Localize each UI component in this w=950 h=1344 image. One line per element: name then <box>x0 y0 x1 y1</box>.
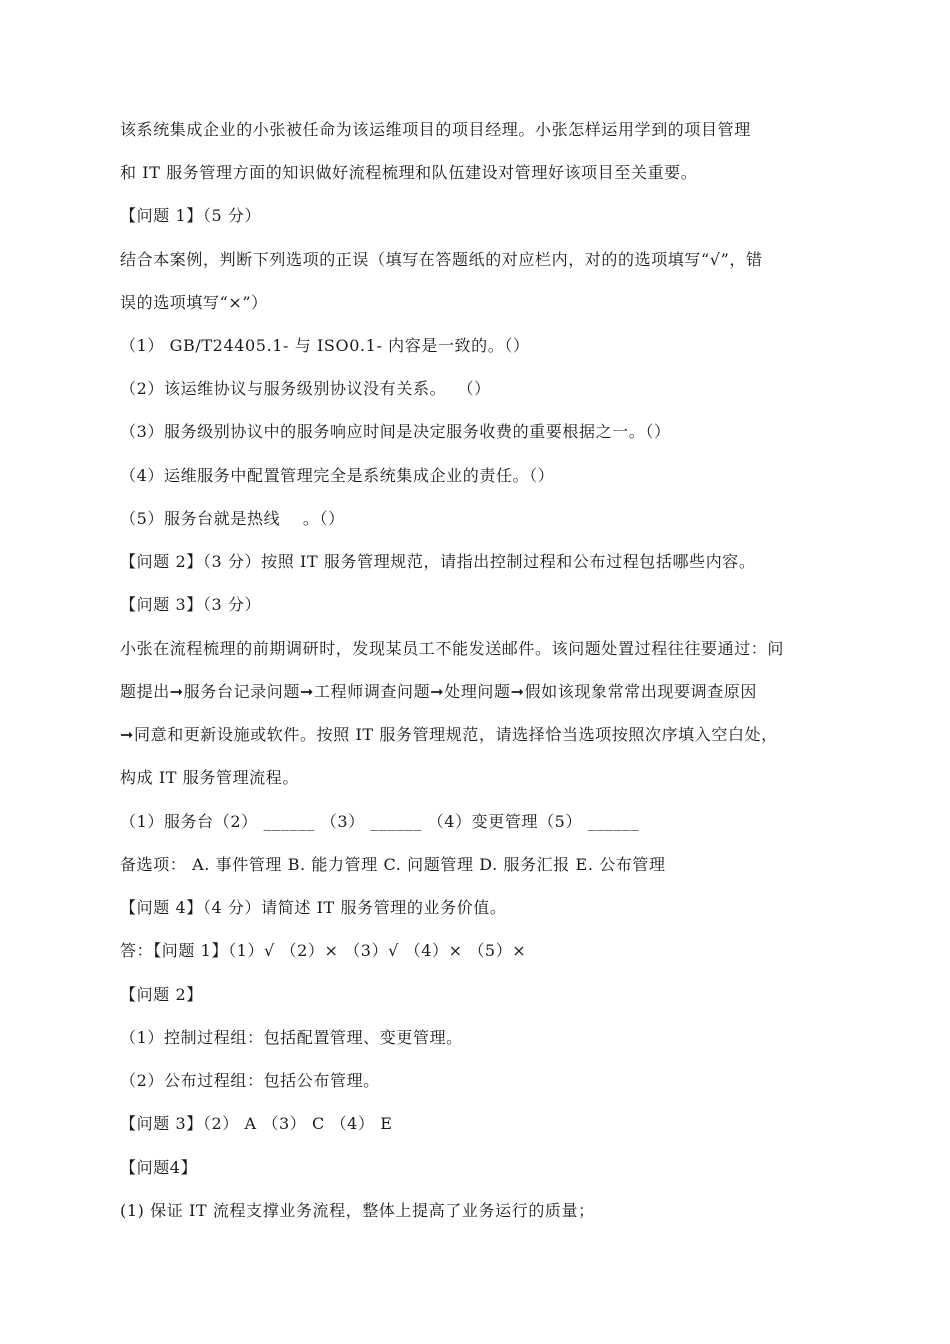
text-line: (1) 保证 IT 流程支撑业务流程，整体上提高了业务运行的质量； <box>120 1201 595 1220</box>
option-item: （3）服务级别协议中的服务响应时间是决定服务收费的重要根据之一。（） <box>120 422 671 441</box>
text-line: 和 IT 服务管理方面的知识做好流程梳理和队伍建设对管理好该项目至关重要。 <box>120 163 698 182</box>
question-1-heading: 【问题 1】（5 分） <box>120 206 262 225</box>
option-item: （2）该运维协议与服务级别协议没有关系。 （） <box>120 379 491 398</box>
answer-2-heading: 【问题 2】 <box>120 985 203 1004</box>
option-item: （1） GB/T24405.1- 与 ISO0.1- 内容是一致的。（） <box>120 336 530 355</box>
option-item: （4）运维服务中配置管理完全是系统集成企业的责任。（） <box>120 466 555 485</box>
question-4-heading: 【问题 4】（4 分）请简述 IT 服务管理的业务价值。 <box>120 898 507 917</box>
text-line: ➞同意和更新设施或软件。按照 IT 服务管理规范，请选择恰当选项按照次序填入空白处， <box>120 725 778 744</box>
answer-3: 【问题 3】（2） A （3） C （4） E <box>120 1114 393 1133</box>
fill-blank-line: （1）服务台（2） ______ （3） ______ （4）变更管理（5） ______ <box>120 812 640 831</box>
option-item: （5）服务台就是热线 。（） <box>120 509 345 528</box>
text-line: （2）公布过程组：包括公布管理。 <box>120 1071 380 1090</box>
text-line: 结合本案例，判断下列选项的正误（填写在答题纸的对应栏内，对的的选项填写“√”，错 <box>120 250 763 269</box>
answer-1: 答：【问题 1】（1）√ （2）× （3）√ （4）× （5）× <box>120 941 527 960</box>
text-line: 该系统集成企业的小张被任命为该运维项目的项目经理。小张怎样运用学到的项目管理 <box>120 120 751 139</box>
text-line: 小张在流程梳理的前期调研时，发现某员工不能发送邮件。该问题处置过程往往要通过：问 <box>120 639 785 658</box>
text-line: （1）控制过程组：包括配置管理、变更管理。 <box>120 1028 463 1047</box>
question-3-heading: 【问题 3】（3 分） <box>120 595 262 614</box>
answer-4-heading: 【问题4】 <box>120 1158 198 1177</box>
text-line: 误的选项填写“×”） <box>120 293 268 312</box>
text-line: 构成 IT 服务管理流程。 <box>120 768 299 787</box>
question-2-heading: 【问题 2】（3 分）按照 IT 服务管理规范，请指出控制过程和公布过程包括哪些内容。 <box>120 552 756 571</box>
text-line: 题提出➞服务台记录问题➞工程师调查问题➞处理问题➞假如该现象常常出现要调查原因 <box>120 682 758 701</box>
options-line: 备选项： A. 事件管理 B. 能力管理 C. 问题管理 D. 服务汇报 E. 公布管理 <box>120 855 666 874</box>
